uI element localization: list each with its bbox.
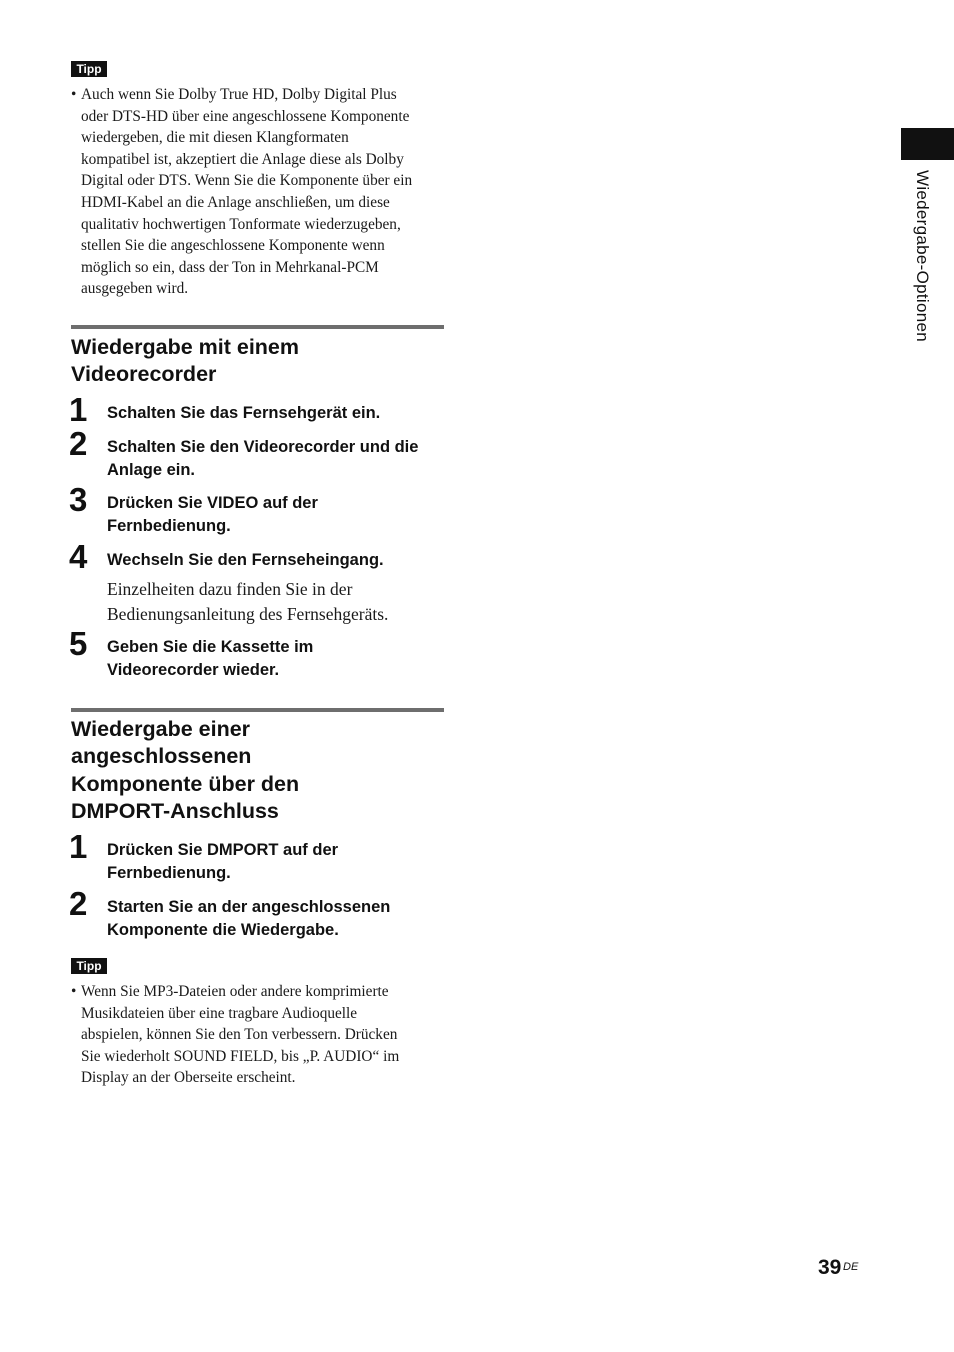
- tip-line: abspielen, können Sie den Ton verbessern. Drücken: [81, 1026, 398, 1044]
- tip-badge: Tipp: [71, 61, 107, 77]
- tip-line: Digital oder DTS. Wenn Sie die Komponente über ein: [81, 172, 413, 190]
- page-number: 39: [818, 1256, 842, 1279]
- step-number: 5: [69, 625, 88, 662]
- step-line: Komponente die Wiedergabe.: [107, 920, 339, 939]
- chapter-label: Wiedergabe-Optionen: [913, 170, 932, 343]
- heading-line: Wiedergabe einer: [71, 717, 251, 741]
- tip-badge: Tipp: [71, 958, 107, 974]
- step-line: Starten Sie an der angeschlossenen: [107, 898, 391, 916]
- step-number: 2: [69, 885, 88, 922]
- tip-line: qualitativ hochwertigen Tonformate wiederzugeben,: [81, 215, 401, 233]
- heading-line: DMPORT-Anschluss: [71, 798, 279, 823]
- step-number: 1: [69, 391, 88, 428]
- step-text: [107, 436, 452, 481]
- step-line: Drücken Sie VIDEO auf der: [107, 494, 318, 512]
- step-text: [107, 402, 452, 425]
- step-text: [107, 492, 452, 537]
- heading-line: angeschlossenen: [71, 744, 252, 769]
- tip-line: oder DTS-HD über eine angeschlossene Komponente: [81, 107, 410, 125]
- tip-line: Musikdateien über eine tragbare Audioquelle: [81, 1004, 358, 1022]
- heading-line: Wiedergabe mit einem: [71, 335, 300, 359]
- tip-text: [71, 981, 447, 1089]
- step-note: [107, 577, 452, 626]
- step-text: [107, 636, 452, 681]
- step-line: Schalten Sie den Videorecorder und die: [107, 438, 419, 456]
- section-heading: [71, 716, 447, 825]
- page-number-suffix: DE: [843, 1261, 859, 1273]
- tip-line: wiedergeben, die mit diesen Klangformaten: [81, 129, 349, 147]
- step-number: 2: [69, 425, 88, 462]
- heading-line: Komponente über den: [71, 771, 300, 796]
- step-number: 1: [69, 828, 88, 865]
- step-text: [107, 896, 452, 941]
- step-number: 3: [69, 481, 88, 518]
- step-line: Geben Sie die Kassette im: [107, 638, 314, 656]
- section-divider: [71, 708, 444, 712]
- tip-line: ausgegeben wird.: [81, 280, 189, 298]
- section-divider: [71, 325, 444, 329]
- tip-line: kompatibel ist, akzeptiert die Anlage diese als Dolby: [81, 150, 404, 168]
- step-line: Wechseln Sie den Fernseheingang.: [107, 551, 384, 569]
- step-number: 4: [69, 538, 88, 575]
- tip-line: Sie wiederholt SOUND FIELD, bis „P. AUDIO“ im: [81, 1047, 400, 1065]
- tip-line: möglich so ein, dass der Ton in Mehrkanal-PCM: [81, 258, 379, 276]
- bullet: •: [71, 86, 77, 103]
- tip-line: Auch wenn Sie Dolby True HD, Dolby Digital Plus: [81, 86, 397, 103]
- tip-line: Wenn Sie MP3-Dateien oder andere komprimierte: [81, 983, 389, 1000]
- heading-line: Videorecorder: [71, 362, 217, 387]
- bullet: •: [71, 983, 77, 1000]
- chapter-tab: [901, 128, 954, 160]
- step-line: Schalten Sie das Fernsehgerät ein.: [107, 404, 381, 422]
- tip-line: HDMI-Kabel an die Anlage anschließen, um diese: [81, 193, 390, 211]
- tip-text: [71, 84, 447, 300]
- tip-line: stellen Sie die angeschlossene Komponente wenn: [81, 237, 385, 255]
- note-line: Einzelheiten dazu finden Sie in der: [107, 579, 353, 599]
- step-line: Anlage ein.: [107, 460, 196, 479]
- step-text: [107, 549, 452, 572]
- tip-line: Display an der Oberseite erscheint.: [81, 1069, 296, 1087]
- note-line: Bedienungsanleitung des Fernsehgeräts.: [107, 603, 389, 624]
- section-heading: [71, 334, 447, 389]
- step-line: Fernbedienung.: [107, 863, 231, 882]
- step-text: [107, 839, 452, 884]
- step-line: Videorecorder wieder.: [107, 660, 280, 679]
- step-line: Drücken Sie DMPORT auf der: [107, 841, 339, 859]
- step-line: Fernbedienung.: [107, 516, 231, 535]
